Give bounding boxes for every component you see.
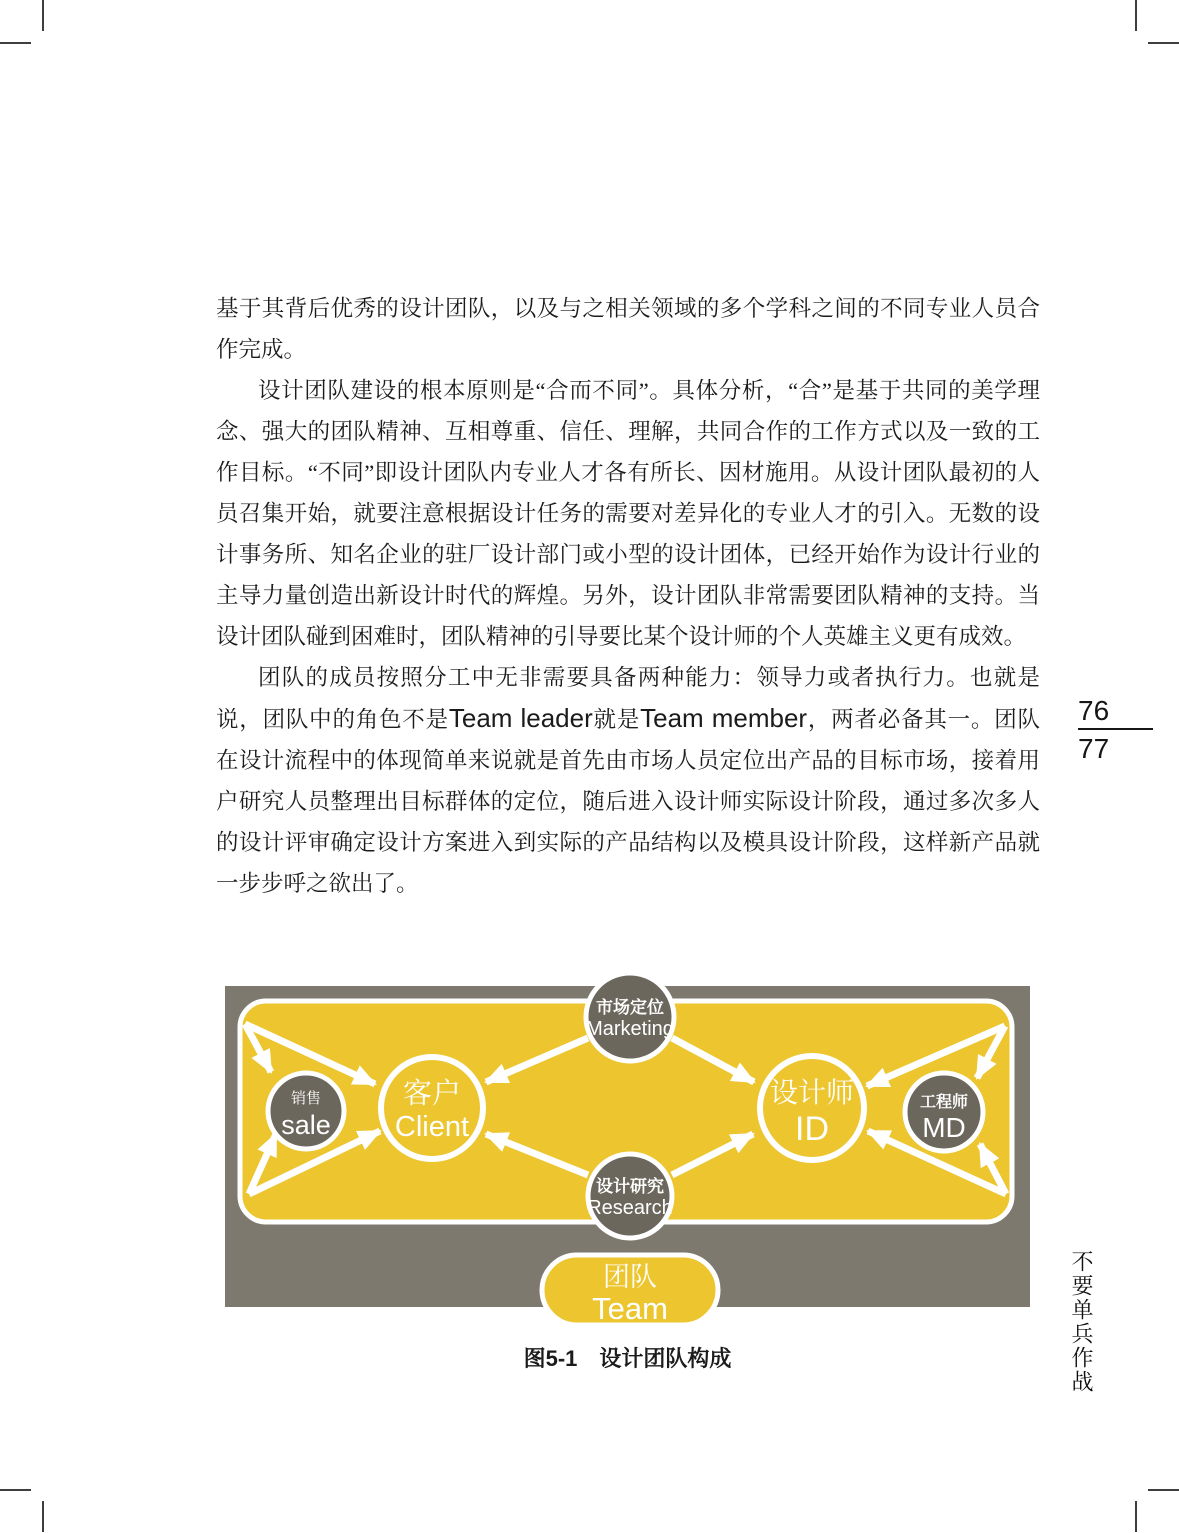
sale-label-zh: 销售 (290, 1090, 322, 1107)
research-label-en: Research (587, 1197, 673, 1219)
figure-team-diagram (225, 972, 1030, 1340)
chapter-side-title: 不要单兵作战 (1069, 1250, 1094, 1394)
node-team (542, 1255, 718, 1326)
client-label-zh: 客户 (402, 1078, 462, 1110)
crop-mark (0, 1489, 31, 1491)
latin-term: Team member (640, 703, 808, 733)
folio-current: 76 (1078, 695, 1110, 726)
crop-mark (1135, 0, 1137, 31)
md-label-zh: 工程师 (919, 1094, 969, 1111)
node-marketing (586, 973, 674, 1061)
md-label-en: MD (922, 1112, 966, 1143)
node-id (760, 1056, 864, 1160)
research-circle (588, 1154, 672, 1238)
client-label-en: Client (394, 1111, 470, 1143)
paragraph-text: ，两者必备其一。团队在设计流程中的体现简单来说就是首先由市场人员定位出产品的目标市场，接着用户研究人员整理出目标群体的定位，随后进入设计师实际设计阶段，通过多次多人的设计评审确定设计方案进入到实际的产品结构以及模具设计阶段，这样新产品就一步步呼之欲出了。 (216, 707, 1040, 896)
crop-mark (1135, 1501, 1137, 1532)
figure-caption: 图5-1 设计团队构成 (523, 1346, 732, 1371)
marketing-label-en: Marketing (586, 1018, 674, 1040)
id-label-zh: 设计师 (769, 1077, 855, 1108)
sale-label-en: sale (281, 1110, 331, 1140)
crop-mark (1148, 1489, 1179, 1491)
node-client (381, 1057, 483, 1159)
team-label-zh: 团队 (603, 1262, 657, 1292)
node-sale (268, 1073, 344, 1149)
paragraph: 基于其背后优秀的设计团队，以及与之相关领域的多个学科之间的不同专业人员合作完成。 (216, 296, 1040, 362)
paragraph-text: 就是 (592, 707, 641, 732)
marketing-circle (586, 973, 674, 1061)
paragraph (216, 657, 1040, 904)
paragraph-text: 团队的成员按照分工中无非需要具备两种能力：领导力或者执行力。也就是说，团队中的角色不是 (216, 665, 1040, 732)
node-research (587, 1154, 673, 1238)
id-label-en: ID (795, 1110, 829, 1148)
crop-mark (42, 0, 44, 31)
body-text (216, 288, 1040, 904)
team-label-en: Team (592, 1291, 668, 1326)
crop-mark (0, 42, 31, 44)
marketing-label-zh: 市场定位 (596, 998, 664, 1017)
node-md (905, 1073, 983, 1151)
folio-next: 77 (1078, 733, 1110, 764)
latin-term: Team leader (448, 703, 593, 733)
research-label-zh: 设计研究 (596, 1177, 664, 1196)
folio-block (1078, 694, 1153, 765)
crop-mark (1148, 42, 1179, 44)
folio-divider (1078, 728, 1153, 730)
paragraph: 设计团队建设的根本原则是“合而不同”。具体分析，“合”是基于共同的美学理念、强大的团队精神、互相尊重、信任、理解，共同合作的工作方式以及一致的工作目标。“不同”即设计团队内专业人才各有所长、因材施用。从设计团队最初的人员召集开始，就要注意根据设计任务的需要对差异化的专业人才的引入。无数的设计事务所、知名企业的驻厂设计部门或小型的设计团体，已经开始作为设计行业的主导力量创造出新设计时代的辉煌。另外，设计团队非常需要团队精神的支持。当设计团队碰到困难时，团队精神的引导要比某个设计师的个人英雄主义更有成效。 (216, 378, 1040, 649)
crop-mark (42, 1501, 44, 1532)
